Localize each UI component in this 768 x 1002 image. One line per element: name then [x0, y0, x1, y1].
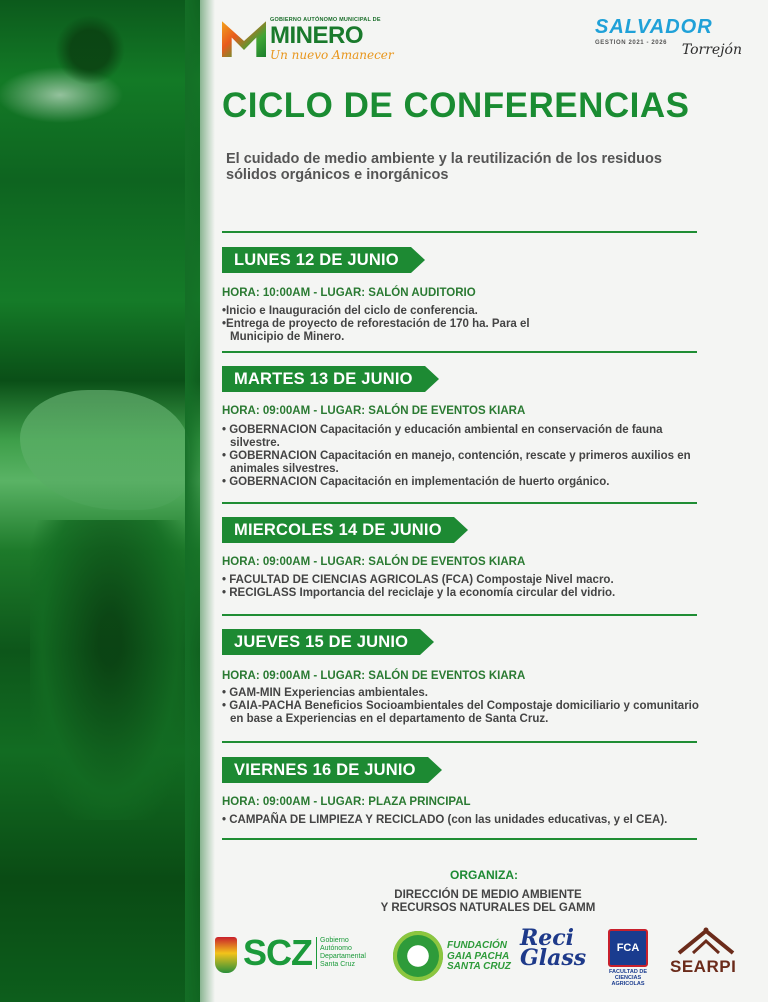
salvador-gestion: GESTION 2021 - 2026	[595, 40, 668, 46]
forest-image	[30, 520, 190, 820]
gaia-line: GAIA PACHA	[447, 950, 510, 962]
divider	[222, 838, 697, 840]
page-subtitle: El cuidado de medio ambiente y la reutilización de los residuos sólidos orgánicos e inorgánicos	[226, 151, 662, 184]
gaia-line: FUNDACIÓN	[447, 940, 507, 951]
list-item: • GOBERNACION Capacitación y educación ambiental en conservación de fauna silvestre.	[222, 424, 663, 450]
scz-gov-line: Autónomo	[320, 944, 352, 952]
organiza-line-1: DIRECCIÓN DE MEDIO AMBIENTE	[394, 889, 582, 901]
scz-gov-line: Departamental	[320, 953, 366, 960]
fca-sub-line: CIENCIAS AGRICOLAS	[611, 975, 645, 988]
day-hora-jueves: HORA: 09:00AM - LUGAR: SALÓN DE EVENTOS KIARA	[222, 670, 526, 682]
scz-text: SCZ	[243, 932, 312, 973]
list-item: •Entrega de proyecto de reforestación de 170 ha. Para el Municipio de Minero.	[222, 318, 530, 344]
list-item: •Inicio e Inauguración del ciclo de conferencia.	[222, 305, 478, 317]
list-item: • RECIGLASS Importancia del reciclaje y la economía circular del vidrio.	[222, 587, 616, 600]
scz-gov-line: Santa Cruz	[320, 961, 356, 969]
minero-name: MINERO	[270, 21, 363, 49]
gaia-line: SANTA CRUZ	[447, 961, 511, 972]
minero-m-icon	[222, 19, 266, 59]
divider	[222, 351, 697, 353]
day-badge-miercoles: MIERCOLES 14 DE JUNIO	[222, 517, 454, 543]
day-items-viernes	[222, 814, 702, 827]
forest-photo-band	[0, 0, 200, 1002]
gaia-pacha-logo	[447, 941, 511, 973]
list-item: • GAM-MIN Experiencias ambientales.	[222, 687, 428, 699]
divider	[222, 614, 697, 616]
fca-shield-logo: FCA	[608, 929, 648, 967]
day-badge-martes: MARTES 13 DE JUNIO	[222, 366, 425, 392]
reciglass-line: Glass	[520, 944, 587, 971]
sponsor-logos	[215, 925, 755, 993]
organiza-line-2: Y RECURSOS NATURALES DEL GAMM	[380, 902, 596, 915]
minero-logo	[222, 18, 394, 61]
divider	[222, 741, 697, 743]
scz-logo	[243, 932, 366, 973]
fca-sub-line: FACULTAD DE	[609, 969, 647, 975]
list-item: • GAIA-PACHA Beneficios Socioambientales del Compostaje domiciliario y comunitario en base a Experiencias en el departamento de Santa Cruz.	[222, 700, 699, 726]
minero-slogan: Un nuevo Amanecer	[270, 47, 394, 62]
day-items-martes	[222, 424, 702, 490]
day-items-miercoles	[222, 574, 702, 600]
scz-gov-text	[316, 937, 366, 969]
band-fade	[185, 0, 215, 1002]
list-item: • FACULTAD DE CIENCIAS AGRICOLAS (FCA) Compostaje Nivel macro.	[222, 574, 614, 586]
salvador-name: SALVADOR	[595, 16, 713, 38]
day-hora-miercoles: HORA: 09:00AM - LUGAR: SALÓN DE EVENTOS KIARA	[222, 556, 526, 568]
list-item: • CAMPAÑA DE LIMPIEZA Y RECICLADO (con las unidades educativas, y el CEA).	[222, 814, 668, 826]
organiza-text	[210, 889, 766, 915]
day-items-lunes	[222, 305, 702, 344]
searpi-roof-icon	[675, 927, 737, 955]
day-hora-viernes: HORA: 09:00AM - LUGAR: PLAZA PRINCIPAL	[222, 796, 471, 808]
shield-icon	[215, 937, 237, 973]
salvador-logo	[595, 16, 750, 64]
scz-gov-line: Gobierno	[320, 936, 349, 944]
list-item: • GOBERNACION Capacitación en implementación de huerto orgánico.	[222, 476, 610, 489]
divider	[222, 502, 697, 504]
list-item: • GOBERNACION Capacitación en manejo, contención, rescate y primeros auxilios en animales silvestres.	[222, 450, 691, 476]
lake-image	[20, 390, 190, 510]
organiza-label: ORGANIZA:	[450, 868, 518, 882]
day-badge-lunes: LUNES 12 DE JUNIO	[222, 247, 411, 273]
minero-gov-text: GOBIERNO AUTÓNOMO MUNICIPAL DE	[270, 17, 381, 23]
searpi-logo: SEARPI	[670, 957, 737, 976]
day-hora-lunes: HORA: 10:00AM - LUGAR: SALÓN AUDITORIO	[222, 287, 476, 299]
day-items-jueves	[222, 687, 702, 726]
divider	[222, 231, 697, 233]
reciglass-logo	[520, 925, 587, 971]
day-hora-martes: HORA: 09:00AM - LUGAR: SALÓN DE EVENTOS KIARA	[222, 405, 526, 417]
page-title: CICLO DE CONFERENCIAS	[222, 86, 690, 125]
gaia-flower-icon	[393, 931, 443, 981]
tree-in-hands-image	[55, 15, 125, 85]
day-badge-jueves: JUEVES 15 DE JUNIO	[222, 629, 420, 655]
salvador-surname: Torrejón	[681, 42, 742, 58]
reciglass-line: Reci	[520, 925, 575, 951]
fca-subtitle	[598, 969, 658, 987]
day-badge-viernes: VIERNES 16 DE JUNIO	[222, 757, 428, 783]
